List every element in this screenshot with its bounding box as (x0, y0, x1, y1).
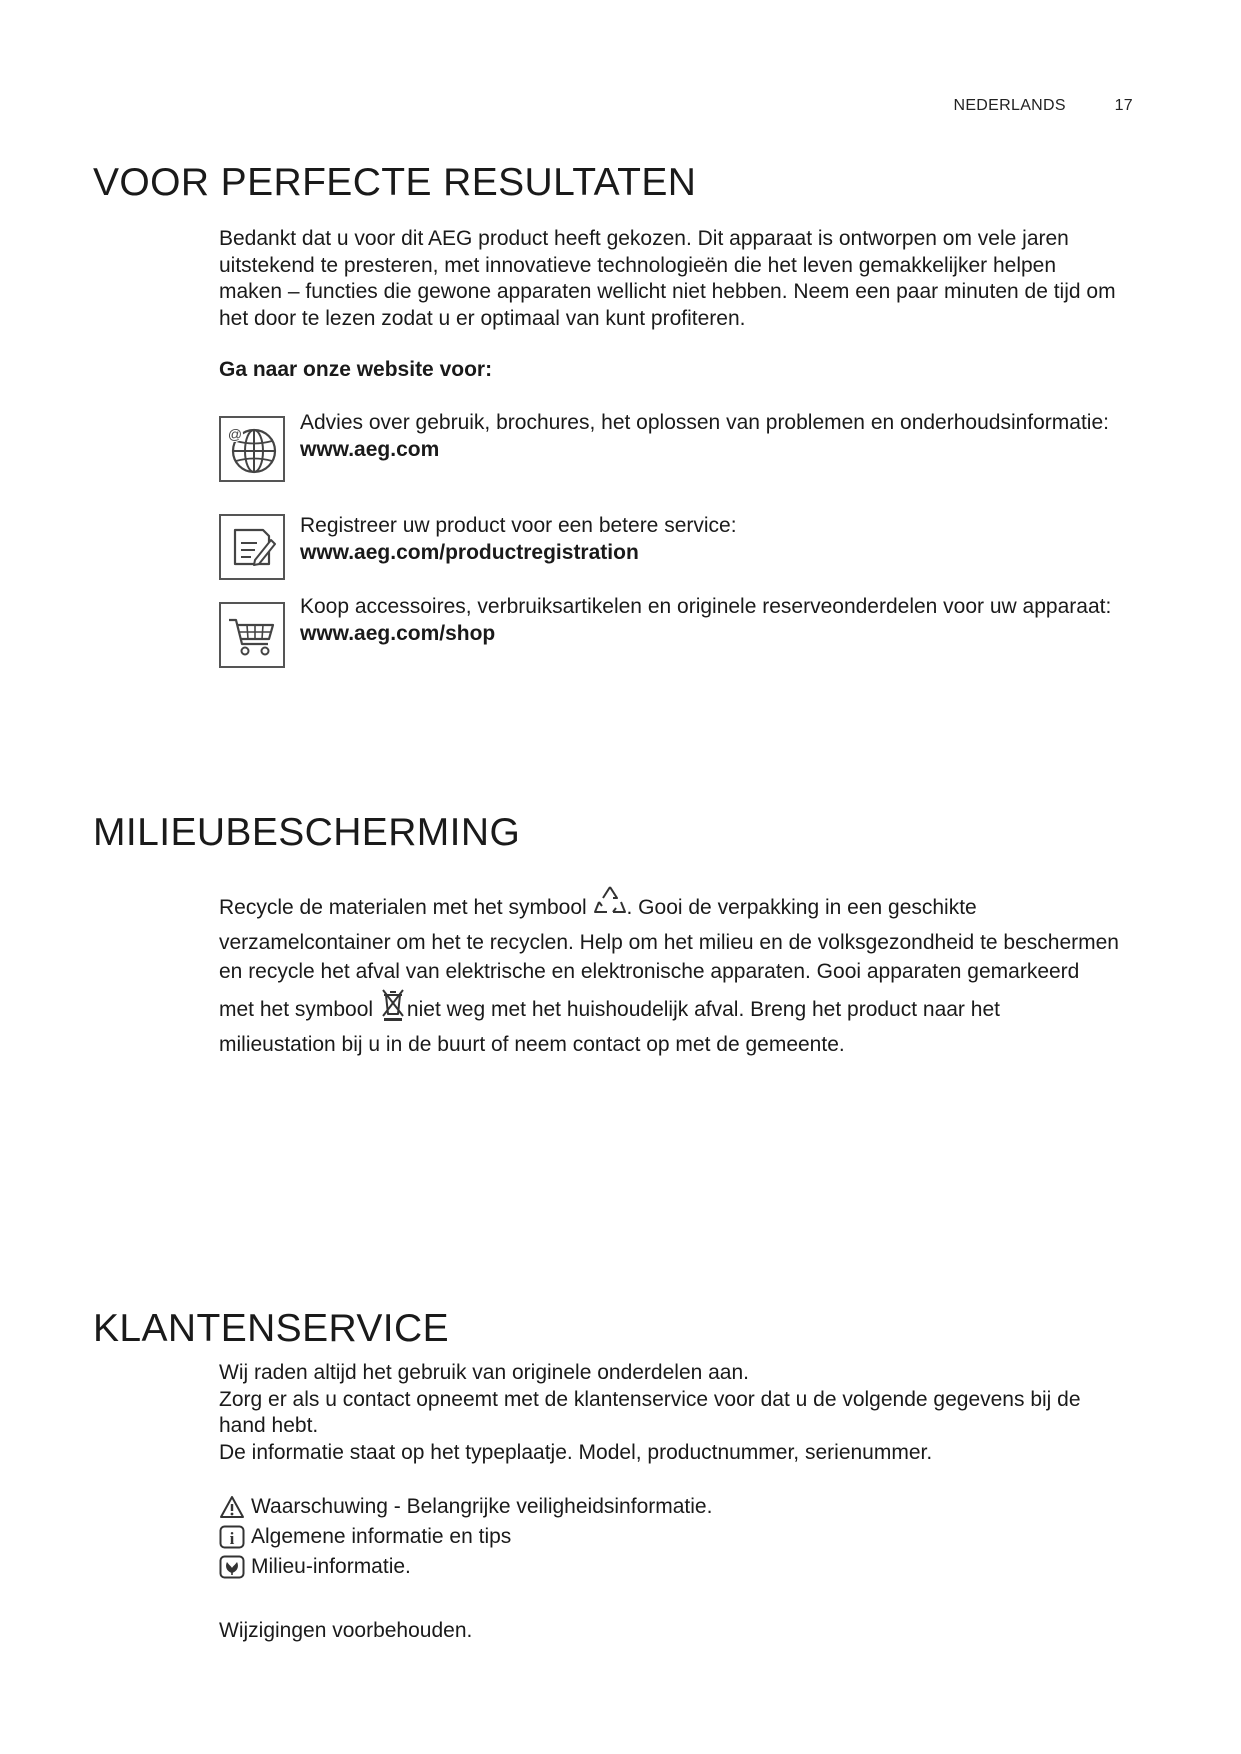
section-title-environment: MILIEUBESCHERMING (93, 811, 521, 854)
page-number: 17 (1114, 97, 1133, 114)
svg-text:i: i (229, 1529, 235, 1548)
environment-paragraph (219, 884, 1119, 1059)
link-product-registration[interactable]: www.aeg.com/productregistration (300, 540, 639, 564)
environment-text-part3: niet weg met het huishoudelijk afval. Breng het product naar het milieustation bij u in de buurt of neem contact op met de gemeente. (219, 998, 1000, 1056)
service-line: Wij raden altijd het gebruik van originele onderdelen aan. (219, 1361, 750, 1384)
globe-at-icon (219, 416, 285, 482)
legend-item-environment: Milieu-informatie. (219, 1552, 712, 1582)
environment-icon (219, 1555, 245, 1579)
info-icon (219, 1525, 245, 1549)
svg-text:@: @ (227, 426, 243, 442)
website-item-text: Koop accessoires, verbruiksartikelen en originele reserveonderdelen voor uw apparaat: (300, 595, 1112, 618)
registration-form-icon (219, 514, 285, 580)
page-header (953, 97, 1133, 115)
legend-item-warning: Waarschuwing - Belangrijke veiligheidsinformatie. (219, 1492, 712, 1522)
recycle-icon (593, 884, 627, 928)
service-line: Zorg er als u contact opneemt met de klantenservice voor dat u de volgende gegevens bij de hand hebt. (219, 1387, 1081, 1437)
link-aeg-com[interactable]: www.aeg.com (300, 437, 440, 461)
service-paragraph (219, 1360, 1119, 1466)
legend-item-info: i Algemene informatie en tips (219, 1522, 712, 1552)
section-title-customer-service: KLANTENSERVICE (93, 1307, 449, 1350)
website-item-text: Advies over gebruik, brochures, het oplossen van problemen en onderhoudsinformatie: (300, 411, 1109, 434)
website-item-text: Registreer uw product voor een betere service: (300, 514, 737, 537)
service-line: De informatie staat op het typeplaatje. Model, productnummer, serienummer. (219, 1440, 933, 1464)
link-aeg-shop[interactable]: www.aeg.com/shop (300, 621, 496, 645)
warning-icon (219, 1495, 245, 1519)
crossed-out-bin-icon (379, 986, 407, 1030)
shopping-cart-icon (219, 602, 285, 668)
website-heading: Ga naar onze website voor: (219, 358, 493, 381)
header-language: NEDERLANDS (953, 97, 1066, 114)
environment-text-part1: Recycle de materialen met het symbool (219, 896, 587, 919)
intro-paragraph: Bedankt dat u voor dit AEG product heeft gekozen. Dit apparaat is ontworpen om vele jaren uitstekend te presteren, met innovatieve technologieën die het leven gemakkelijker helpen maken – functies die gewone apparaten wellicht niet hebben. Neem een paar minuten de tijd om het door te lezen zodat u er optimaal van kunt profiteren. (219, 227, 1116, 330)
environment-text-part2: . Gooi de verpakking in een geschikte verzamelcontainer om het te recyclen. Help om het milieu en de volksgezondheid te beschermen en recycle het afval van elektrische en elektronische apparaten. Gooi apparaten gemarkeerd met het symbool (219, 896, 1119, 1021)
symbol-legend (219, 1492, 712, 1582)
section-title-perfect-results: VOOR PERFECTE RESULTATEN (93, 161, 697, 204)
footer-note: Wijzigingen voorbehouden. (219, 1619, 473, 1642)
